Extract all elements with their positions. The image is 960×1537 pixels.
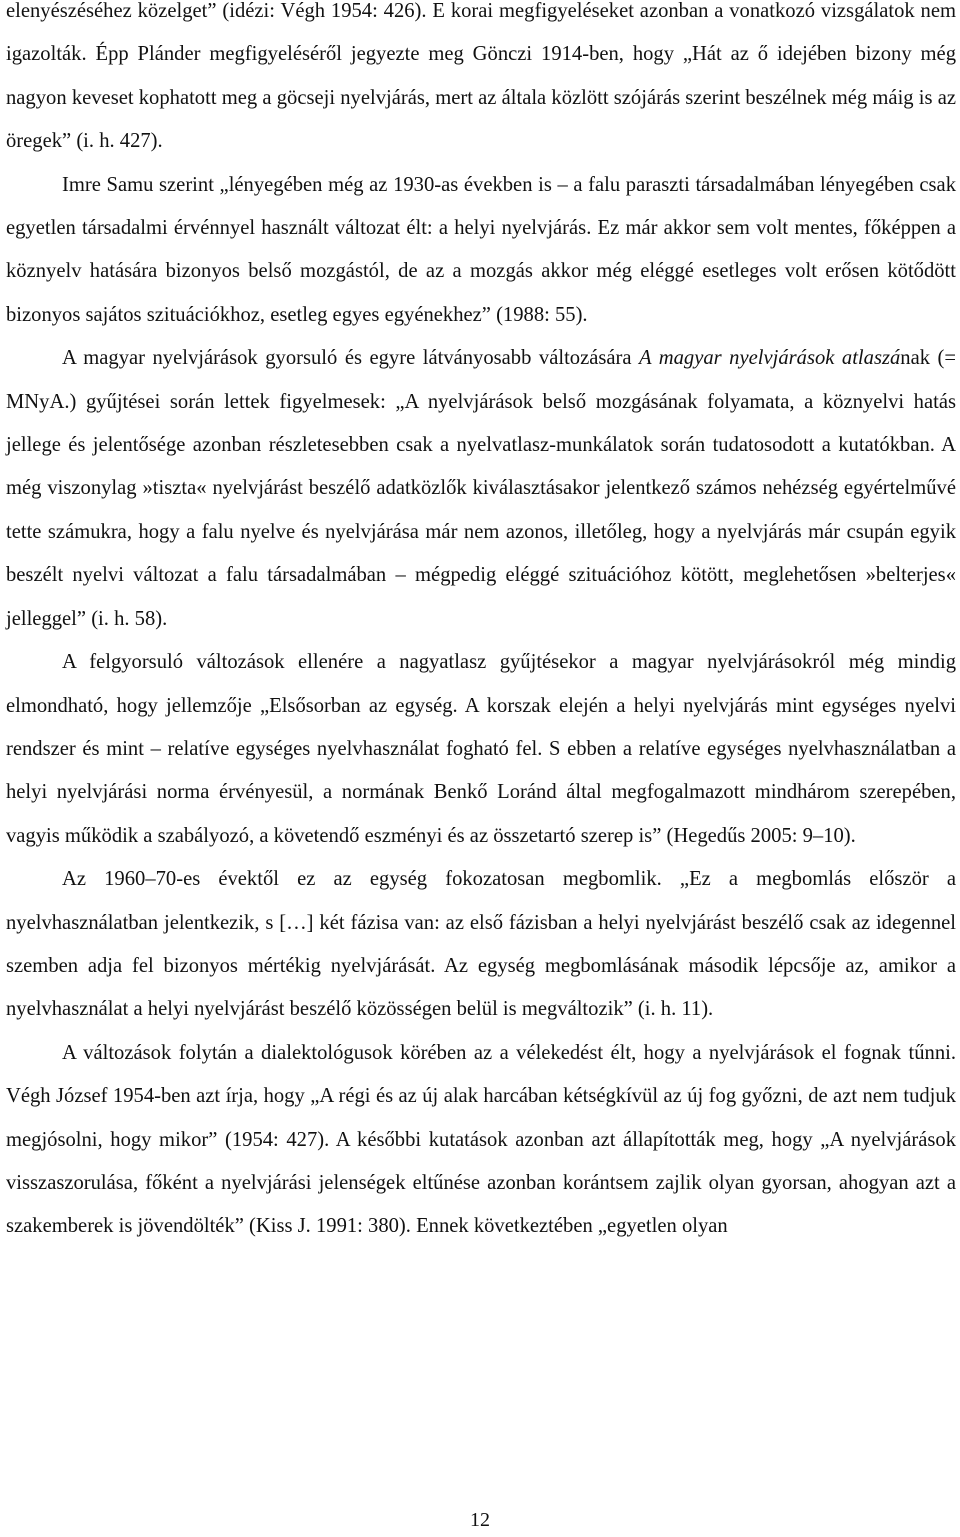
paragraph-text: Imre Samu szerint „lényegében még az 1930-as években is – a falu paraszti társadalmában lényegében csak egyetlen társadalmi érvénnyel használt változat élt: a helyi nyelvjárás. Ez már akkor sem volt mentes, főképpen a köznyelv hatására bizonyos belső mozgástól, de az a mozgás akkor még eléggé esetleges volt erősen kötődött bizonyos sajátos szituációkhoz, esetleg egyes egyénekhez” (1988: 55). bbox=[6, 173, 956, 326]
paragraph-text: Az 1960–70-es évektől ez az egység fokozatosan megbomlik. „Ez a megbomlás először a nyelvhasználatban jelentkezik, s […] két fázisa van: az első fázisban a helyi nyelvjárást beszélő csak az idegennel szemben adja fel bizonyos mértékig nyelvjárását. Az egység megbomlásának második lépcsője az, amikor a nyelvhasználat a helyi nyelvjárást beszélő közösségen belül is megváltozik” (i. h. 11). bbox=[6, 868, 956, 1021]
paragraph bbox=[6, 337, 956, 641]
italic-title-text: A magyar nyelvjárások atlaszá bbox=[639, 347, 901, 370]
paragraph bbox=[6, 0, 956, 164]
paragraph bbox=[6, 1032, 956, 1249]
paragraph-text: A változások folytán a dialektológusok körében az a vélekedést élt, hogy a nyelvjárások el fognak tűnni. Végh József 1954-ben azt írja, hogy „A régi és az új alak harcában kétségkívül az új fog győzni, de azt nem tudjuk megjósolni, hogy mikor” (1954: 427). A későbbi kutatások azonban azt állapították meg, hogy „A nyelvjárások visszaszorulása, főként a nyelvjárási jelenségek eltűnése azonban korántsem zajlik olyan gyorsan, ahogyan azt a szakemberek is jövendölték” (Kiss J. 1991: 380). Ennek következtében „egyetlen olyan bbox=[6, 1041, 956, 1238]
paragraph bbox=[6, 164, 956, 338]
paragraph bbox=[6, 858, 956, 1032]
paragraph-text: nak (= MNyA.) gyűjtései során lettek figyelmesek: „A nyelvjárások belső mozgásának folyamata, a köznyelvi hatás jellege és jelentősége azonban részletesebben csak a nyelvatlasz-munkálatok során tudatosodott a kutatókban. A még viszonylag »tiszta« nyelvjárást beszélő adatközlők kiválasztásakor jelentkező számos nehézség egyértelművé tette számukra, hogy a falu nyelve és nyelvjárása már nem azonos, illetőleg, hogy a nyelvjárás már csupán egyik beszélt nyelvi változat a falu társadalmában – mégpedig eléggé szituációhoz kötött, meglehetősen »belterjes« jelleggel” (i. h. 58). bbox=[6, 347, 956, 630]
page-number: 12 bbox=[470, 1509, 490, 1531]
body-text bbox=[6, 0, 956, 1249]
paragraph bbox=[6, 641, 956, 858]
paragraph-text: A magyar nyelvjárások gyorsuló és egyre látványosabb változására bbox=[62, 347, 640, 370]
paragraph-text: elenyészéséhez közelget” (idézi: Végh 1954: 426). E korai megfigyeléseket azonban a vonatkozó vizsgálatok nem igazolták. Épp Plánder megfigyeléséről jegyezte meg Gönczi 1914-ben, hogy „Hát az ő idejében bizony még nagyon keveset kophatott meg a göcseji nyelvjárás, mert az általa közlött szójárás szerint beszélnek még máig is az öregek” (i. h. 427). bbox=[6, 0, 956, 153]
paragraph-text: A felgyorsuló változások ellenére a nagyatlasz gyűjtésekor a magyar nyelvjárásokról még mindig elmondható, hogy jellemzője „Elsősorban az egység. A korszak elején a helyi nyelvjárás mint egységes nyelvi rendszer és mint – relatíve egységes nyelvhasználat fogható fel. S ebben a relatíve egységes nyelvhasználatban a helyi nyelvjárási norma érvényesül, a normának Benkő Loránd által megfogalmazott mindhárom szerepében, vagyis működik a szabályozó, a követendő eszményi és az összetartó szerep is” (Hegedűs 2005: 9–10). bbox=[6, 651, 956, 847]
